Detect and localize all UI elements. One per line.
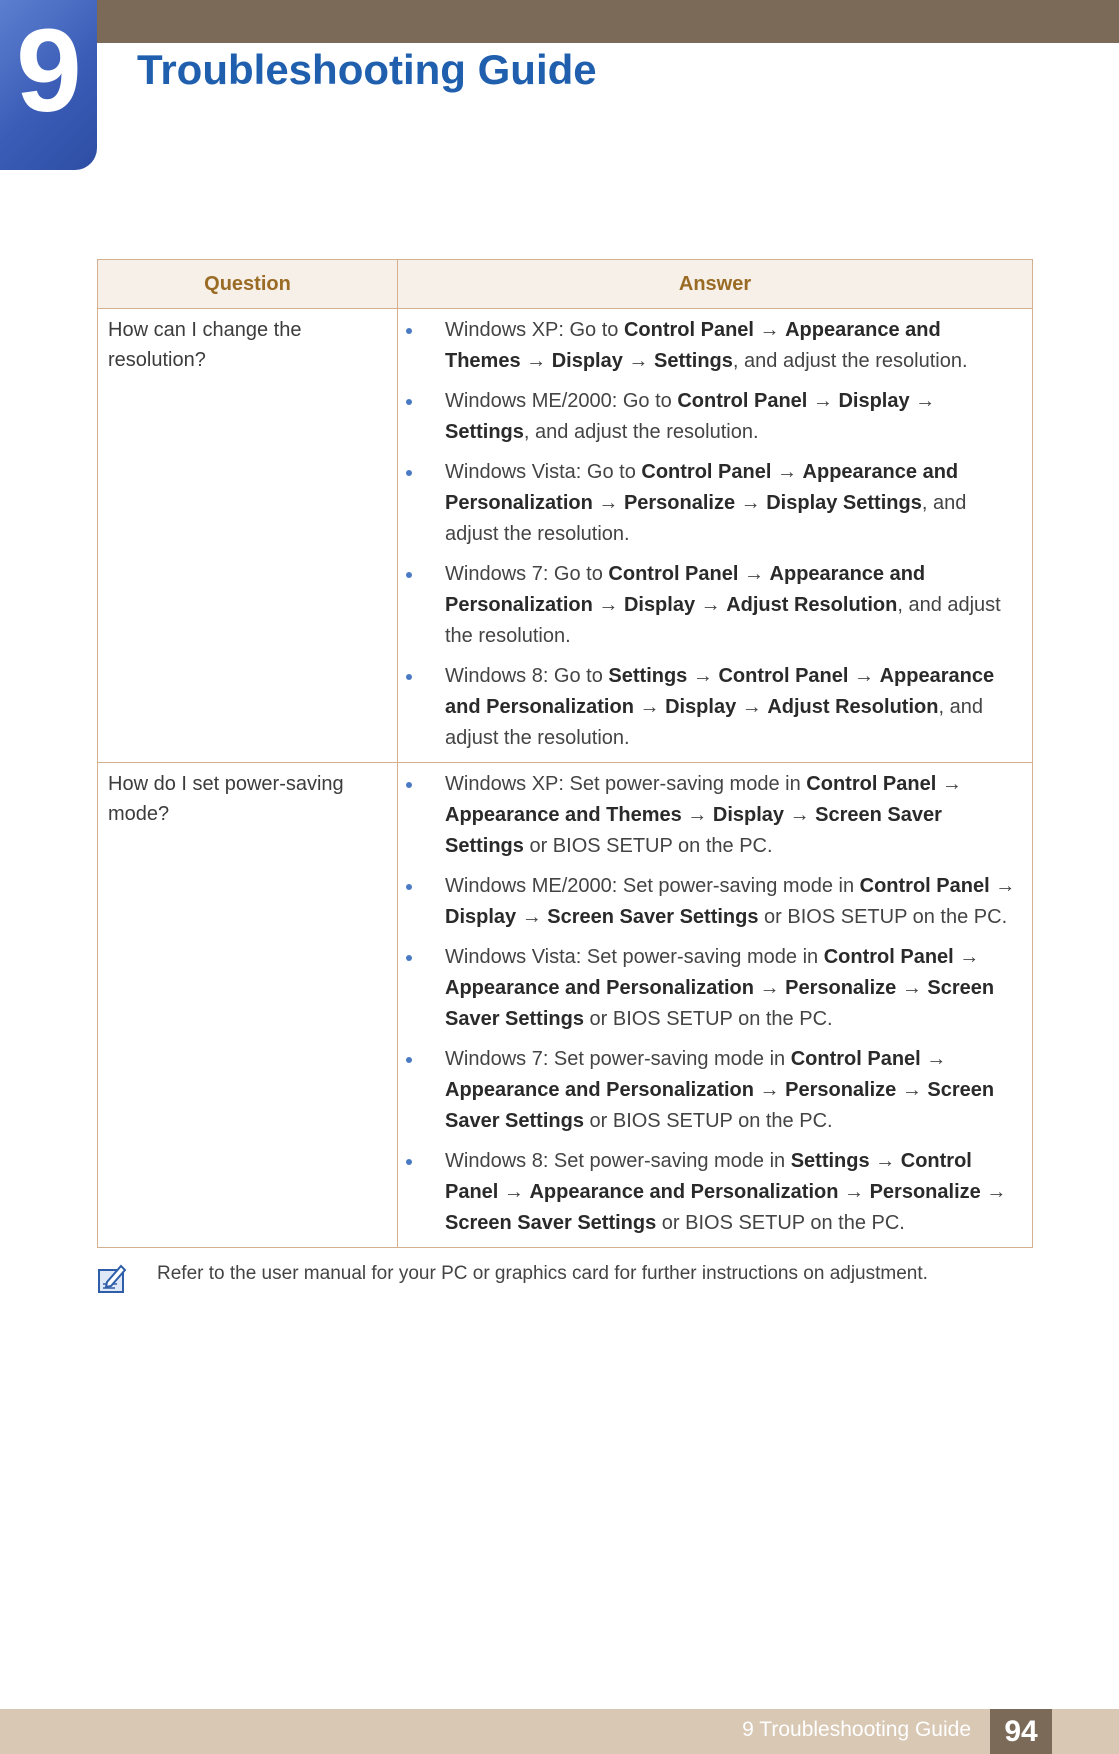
bullet-dot-icon — [406, 470, 412, 476]
answer-text: or BIOS SETUP on the PC. — [523, 835, 773, 857]
header-bar — [0, 0, 1119, 43]
note-text: Refer to the user manual for your PC or graphics card for further instructions on adjustment. — [157, 1263, 928, 1284]
answer-item — [398, 559, 1020, 652]
answer-text: → — [695, 594, 727, 616]
answer-item — [398, 942, 1020, 1035]
menu-path-term: Screen Saver Settings — [445, 977, 995, 1030]
menu-path-term: Control Panel — [790, 1048, 921, 1070]
menu-path-term: Settings — [654, 350, 733, 372]
menu-path-term: Personalize — [785, 977, 897, 999]
answer-item — [398, 315, 1020, 377]
answer-item — [398, 1044, 1020, 1137]
answer-text: Windows ME/2000: Go to — [445, 390, 678, 412]
footer-chapter-label: 9 Troubleshooting Guide — [742, 1718, 971, 1741]
footer — [0, 1709, 1119, 1754]
answer-text: → — [753, 1079, 786, 1101]
answer-text: → — [869, 1150, 901, 1172]
menu-path-term: Control Panel — [677, 390, 808, 412]
answer-text: → — [848, 665, 880, 687]
answer-text: Windows XP: Set power-saving mode in — [445, 773, 807, 795]
menu-path-term: Appearance and Personalization — [445, 977, 754, 999]
answer-text: → — [753, 977, 786, 999]
answer-text: , and adjust the resolution. — [732, 350, 968, 372]
chapter-title: Troubleshooting Guide — [137, 46, 597, 93]
answer-list — [398, 769, 1020, 1239]
table-row — [98, 309, 1033, 763]
answer-text: Windows ME/2000: Set power-saving mode in — [445, 875, 860, 897]
answer-text: → — [920, 1048, 947, 1070]
answer-text: Windows 8: Go to — [445, 665, 609, 687]
menu-path-term: Display — [445, 906, 517, 928]
question-cell: How do I set power-saving mode? — [98, 763, 398, 1248]
menu-path-term: Appearance and Personalization — [445, 563, 926, 616]
menu-path-term: Control Panel — [859, 875, 990, 897]
menu-path-term: Display — [551, 350, 623, 372]
answer-cell — [398, 309, 1033, 763]
bullet-dot-icon — [406, 1159, 412, 1165]
menu-path-term: Appearance and Personalization — [445, 665, 995, 718]
answer-item — [398, 661, 1020, 754]
menu-path-term: Screen Saver Settings — [445, 804, 942, 857]
menu-path-term: Appearance and Personalization — [445, 461, 959, 514]
answer-item — [398, 769, 1020, 862]
answer-column-header: Answer — [398, 260, 1033, 309]
answer-text: → — [784, 804, 816, 826]
menu-path-term: Control Panel — [806, 773, 937, 795]
menu-path-term: Screen Saver Settings — [445, 1079, 995, 1132]
answer-list — [398, 315, 1020, 754]
answer-text: → — [736, 696, 768, 718]
answer-text: or BIOS SETUP on the PC. — [583, 1008, 833, 1030]
menu-path-term: Display — [838, 390, 910, 412]
bullet-dot-icon — [406, 399, 412, 405]
answer-text: → — [909, 390, 936, 412]
answer-text: → — [771, 461, 803, 483]
answer-text: → — [622, 350, 654, 372]
menu-path-term: Control Panel — [823, 946, 954, 968]
menu-path-term: Settings — [445, 421, 524, 443]
answer-item — [398, 871, 1020, 933]
answer-text: or BIOS SETUP on the PC. — [656, 1212, 905, 1234]
chapter-number: 9 — [16, 5, 78, 137]
menu-path-term: Personalize — [869, 1181, 981, 1203]
answer-item — [398, 386, 1020, 448]
answer-text: Windows Vista: Go to — [445, 461, 642, 483]
answer-text: , and adjust the resolution. — [445, 492, 967, 545]
answer-text: → — [633, 696, 666, 718]
bullet-dot-icon — [406, 884, 412, 890]
answer-text: Windows Vista: Set power-saving mode in — [445, 946, 824, 968]
bullet-dot-icon — [406, 328, 412, 334]
answer-text: → — [687, 665, 719, 687]
menu-path-term: Adjust Resolution — [767, 696, 939, 718]
answer-text: → — [753, 319, 786, 341]
menu-path-term: Screen Saver Settings — [547, 906, 759, 928]
answer-text: → — [592, 492, 624, 514]
answer-text: → — [735, 492, 767, 514]
menu-path-term: Personalize — [785, 1079, 897, 1101]
bullet-dot-icon — [406, 782, 412, 788]
answer-text: → — [498, 1181, 530, 1203]
menu-path-term: Settings — [608, 665, 688, 687]
answer-text: → — [953, 946, 980, 968]
menu-path-term: Display — [623, 594, 696, 616]
menu-path-term: Appearance and Personalization — [529, 1181, 839, 1203]
menu-path-term: Control Panel — [623, 319, 754, 341]
answer-text: , and adjust the resolution. — [523, 421, 759, 443]
answer-text: → — [896, 977, 928, 999]
menu-path-term: Appearance and Personalization — [445, 1079, 754, 1101]
menu-path-term: Control Panel — [641, 461, 772, 483]
menu-path-term: Display — [712, 804, 785, 826]
answer-text: or BIOS SETUP on the PC. — [583, 1110, 833, 1132]
table-body — [98, 309, 1033, 1248]
answer-text: → — [516, 906, 548, 928]
menu-path-term: Personalize — [623, 492, 736, 514]
answer-text: or BIOS SETUP on the PC. — [758, 906, 1008, 928]
answer-cell — [398, 763, 1033, 1248]
note-pencil-icon — [97, 1262, 127, 1296]
answer-item — [398, 457, 1020, 550]
bullet-dot-icon — [406, 572, 412, 578]
answer-text: , and adjust the resolution. — [445, 594, 1001, 647]
menu-path-term: Settings — [790, 1150, 870, 1172]
page-number: 94 — [990, 1709, 1052, 1754]
menu-path-term: Display — [665, 696, 737, 718]
menu-path-term: Display Settings — [766, 492, 922, 514]
qa-table — [97, 259, 1033, 1248]
menu-path-term: Appearance and Themes — [445, 319, 941, 372]
answer-text: → — [989, 875, 1016, 897]
menu-path-term: Control Panel — [718, 665, 849, 687]
answer-text: → — [838, 1181, 870, 1203]
answer-text: → — [980, 1181, 1007, 1203]
chapter-tab — [0, 0, 97, 170]
menu-path-term: Control Panel — [608, 563, 739, 585]
answer-text: , and adjust the resolution. — [445, 696, 983, 749]
menu-path-term: Adjust Resolution — [726, 594, 898, 616]
bullet-dot-icon — [406, 1057, 412, 1063]
answer-text: Windows 8: Set power-saving mode in — [445, 1150, 791, 1172]
answer-text: Windows 7: Set power-saving mode in — [445, 1048, 791, 1070]
note — [97, 1262, 1032, 1298]
answer-item — [398, 1146, 1020, 1239]
menu-path-term: Control Panel — [445, 1150, 972, 1203]
table-row — [98, 763, 1033, 1248]
table-header-row — [98, 260, 1033, 309]
answer-text: → — [592, 594, 624, 616]
bullet-dot-icon — [406, 955, 412, 961]
answer-text: → — [896, 1079, 928, 1101]
question-column-header: Question — [98, 260, 398, 309]
answer-text: → — [681, 804, 713, 826]
question-cell: How can I change the resolution? — [98, 309, 398, 763]
bullet-dot-icon — [406, 674, 412, 680]
menu-path-term: Appearance and Themes — [445, 804, 682, 826]
menu-path-term: Screen Saver Settings — [445, 1212, 657, 1234]
answer-text: Windows 7: Go to — [445, 563, 609, 585]
answer-text: Windows XP: Go to — [445, 319, 624, 341]
answer-text: → — [738, 563, 770, 585]
answer-text: → — [936, 773, 962, 795]
answer-text: → — [520, 350, 552, 372]
answer-text: → — [807, 390, 839, 412]
